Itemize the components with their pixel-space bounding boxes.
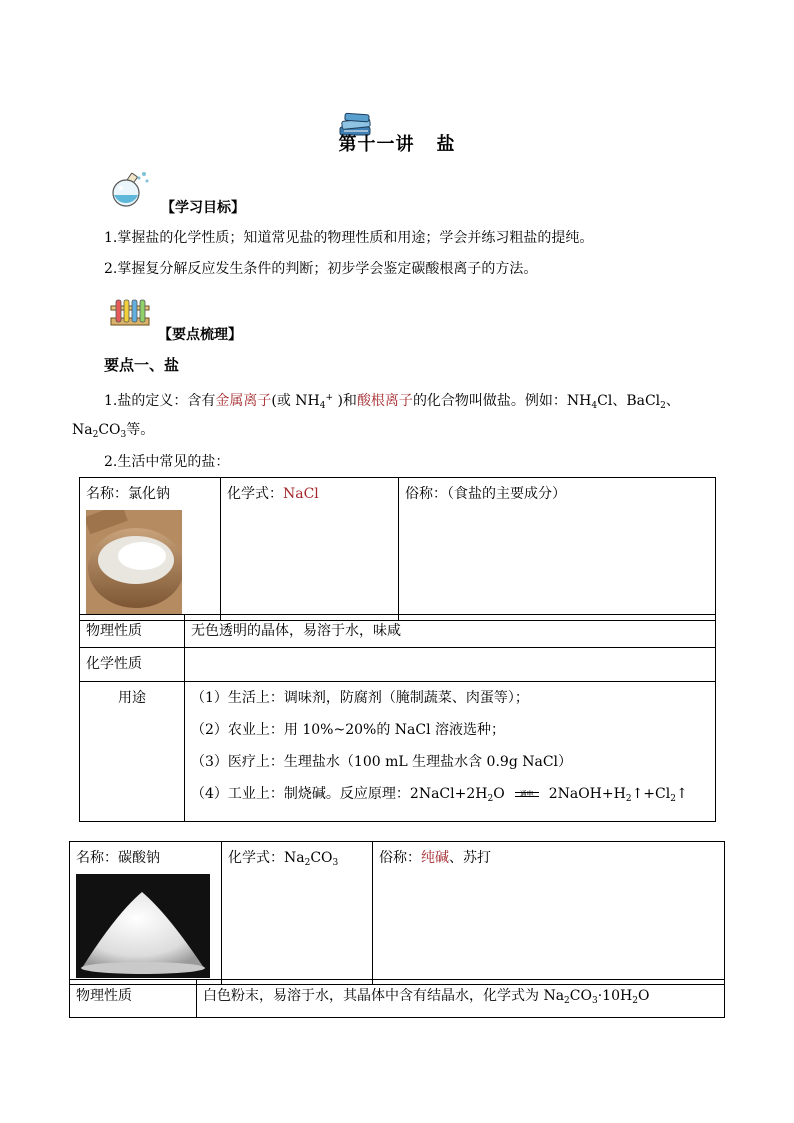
electrolysis-condition: 通电 <box>513 786 541 802</box>
nacl-use-label: 用途 <box>80 682 185 822</box>
nacl-use-3: （3）医疗上：生理盐水（100 mL 生理盐水含 0.9g NaCl） <box>191 754 573 770</box>
nacl-use-value <box>185 682 716 822</box>
nacl-phys-value: 无色透明的晶体，易溶于水，味咸 <box>185 615 716 648</box>
nacl-name-cell <box>80 478 221 621</box>
points-heading: 【要点梳理】 <box>158 327 242 343</box>
na2co3-props-table <box>69 979 725 1018</box>
section-heading: 要点一、盐 <box>104 356 180 374</box>
na2co3-table <box>69 841 725 985</box>
salt-photo <box>86 510 182 614</box>
nacl-chem-label: 化学性质 <box>80 648 185 682</box>
na2co3-phys-value: 白色粉末，易溶于水，其晶体中含有结晶水，化学式为 $Na_2CO_3\cdot 10H_2O$ <box>197 980 725 1018</box>
na2co3-phys-label: 物理性质 <box>70 980 197 1018</box>
salt-definition-cont: $Na_2CO_3$等。 <box>72 422 155 440</box>
nacl-table <box>79 477 716 621</box>
na2co3-alias-cell: 俗称：纯碱、苏打 <box>373 842 725 985</box>
nacl-chem-value <box>185 648 716 682</box>
na2co3-name: 名称：碳酸钠 <box>76 850 160 866</box>
salt-definition: 1.盐的定义：含有金属离子(或 $NH_4^+$ )和酸根离子的化合物叫做盐。例如：$NH_4Cl$、BaCl$_2$、 <box>104 393 680 411</box>
goal-item-2: 2.掌握复分解反应发生条件的判断；初步学会鉴定碳酸根离子的方法。 <box>104 261 538 277</box>
na2co3-formula-cell: 化学式：$Na_2CO_3$ <box>222 842 373 985</box>
common-salts-heading: 2.生活中常见的盐： <box>104 454 230 470</box>
nacl-formula-cell: 化学式：NaCl <box>221 478 399 621</box>
flask-icon <box>108 168 152 210</box>
nacl-use-1: （1）生活上：调味剂，防腐剂（腌制蔬菜、肉蛋等）； <box>191 690 529 706</box>
nacl-props-table <box>79 614 716 822</box>
page-title: 第十一讲 盐 <box>338 134 456 155</box>
nacl-use-4: （4）工业上：制烧碱。反应原理：$2NaCl+2H_2O$ 通电 $2NaOH+H_2↑+Cl_2↑$ <box>191 786 688 804</box>
na2co3-name-cell <box>70 842 222 985</box>
soda-photo <box>76 874 210 978</box>
nacl-name: 名称：氯化钠 <box>86 486 170 502</box>
goal-item-1: 1.掌握盐的化学性质；知道常见盐的物理性质和用途；学会并练习粗盐的提纯。 <box>104 230 594 246</box>
test-tubes-icon <box>110 298 150 328</box>
nacl-phys-label: 物理性质 <box>80 615 185 648</box>
nacl-use-2: （2）农业上：用 10%~20%的 NaCl 溶液选种； <box>191 722 506 738</box>
nacl-alias-cell: 俗称：（食盐的主要成分） <box>399 478 716 621</box>
goals-heading: 【学习目标】 <box>161 200 245 216</box>
